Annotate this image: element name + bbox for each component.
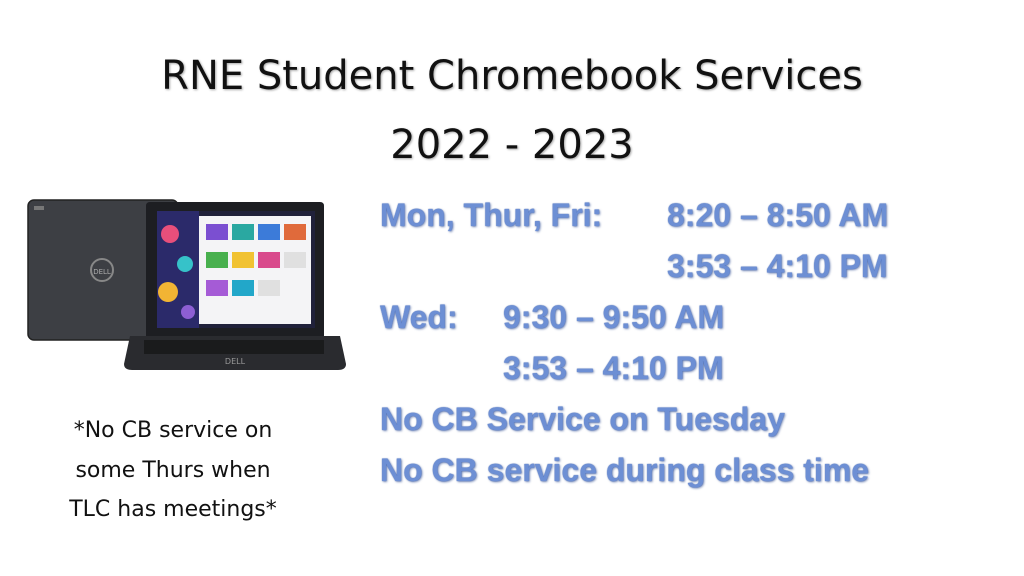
note-line-1: *No CB service on — [73, 418, 273, 443]
mtf-morning-hours: 8:20 – 8:50 AM — [667, 197, 889, 233]
mtf-afternoon-hours: 3:53 – 4:10 PM — [667, 248, 888, 284]
mtf-label: Mon, Thur, Fri: — [380, 197, 603, 233]
svg-text:DELL: DELL — [93, 268, 111, 276]
svg-text:DELL: DELL — [224, 357, 246, 366]
no-class-time-notice: No CB service during class time — [380, 452, 870, 488]
wed-label: Wed: — [380, 299, 458, 335]
wed-afternoon-hours: 3:53 – 4:10 PM — [503, 350, 724, 386]
chromebook-laptops-icon — [20, 194, 350, 380]
page-subtitle-year: 2022 - 2023 — [390, 122, 634, 168]
note-line-2: some Thurs when — [75, 458, 271, 483]
no-tuesday-notice: No CB Service on Tuesday — [380, 401, 785, 437]
wed-morning-hours: 9:30 – 9:50 AM — [503, 299, 725, 335]
note-line-3: TLC has meetings* — [69, 497, 277, 522]
page-title: RNE Student Chromebook Services — [161, 53, 863, 99]
